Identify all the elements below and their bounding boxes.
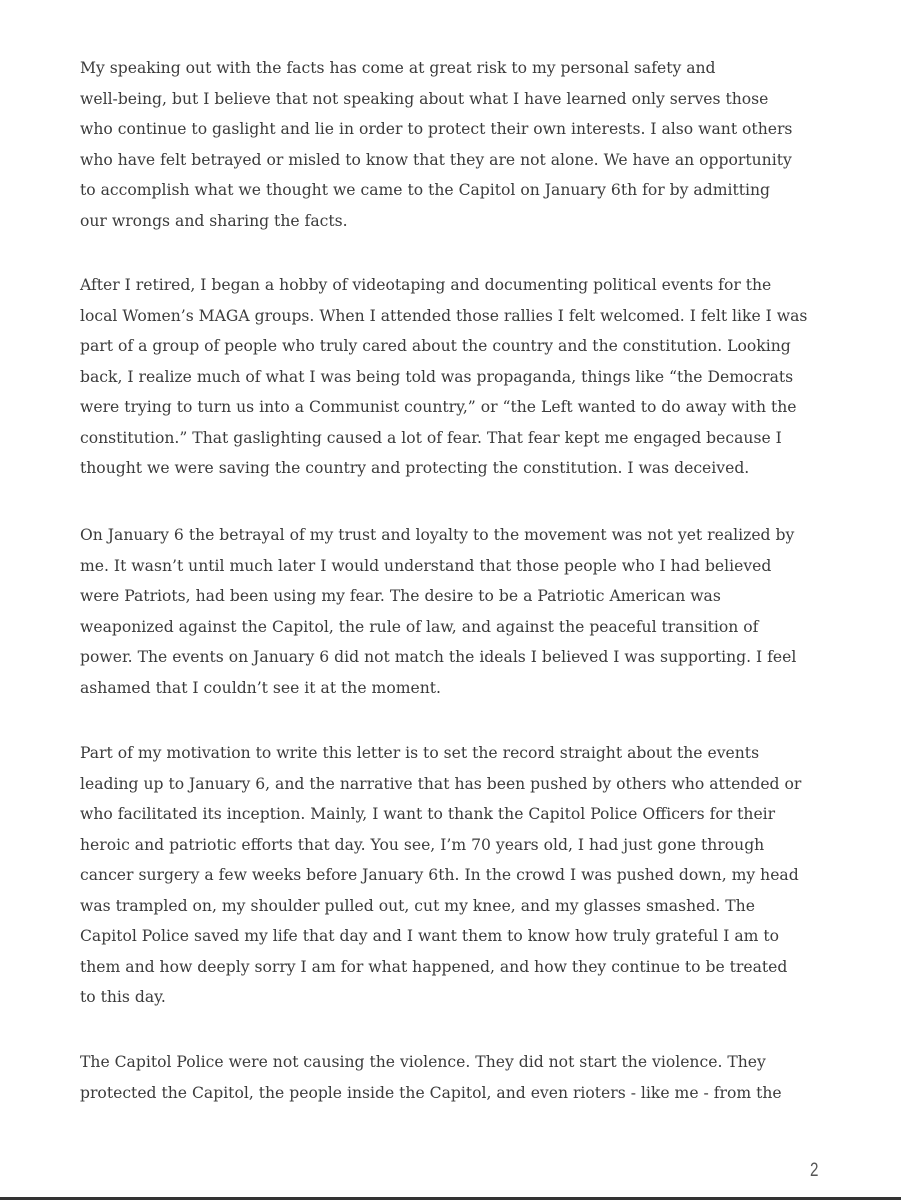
text-line: well-being, but I believe that not speaking about what I have learned only serves those bbox=[80, 89, 769, 108]
paragraph bbox=[80, 738, 801, 1013]
text-line: The Capitol Police were not causing the violence. They did not start the violence. They bbox=[80, 1053, 766, 1071]
text-line: who facilitated its inception. Mainly, I want to thank the Capitol Police Officers for their bbox=[80, 805, 776, 823]
text-line: was trampled on, my shoulder pulled out, cut my knee, and my glasses smashed. The bbox=[80, 896, 755, 915]
text-line: them and how deeply sorry I am for what happened, and how they continue to be treated bbox=[80, 957, 788, 976]
text-line: cancer surgery a few weeks before January 6th. In the crowd I was pushed down, my head bbox=[80, 866, 799, 884]
paragraph bbox=[80, 1047, 782, 1108]
text-line: were trying to turn us into a Communist country,” or “the Left wanted to do away with the bbox=[80, 398, 797, 416]
text-line: me. It wasn’t until much later I would understand that those people who I had believed bbox=[80, 556, 772, 575]
text-line: who continue to gaslight and lie in order to protect their own interests. I also want others bbox=[80, 120, 793, 138]
text-line: Capitol Police saved my life that day and I want them to know how truly grateful I am to bbox=[80, 927, 780, 945]
text-line: to accomplish what we thought we came to the Capitol on January 6th for by admitting bbox=[80, 181, 771, 199]
text-line: My speaking out with the facts has come at great risk to my personal safety and bbox=[80, 59, 716, 77]
text-line: to this day. bbox=[80, 988, 166, 1006]
text-line: thought we were saving the country and protecting the constitution. I was deceived. bbox=[80, 459, 750, 477]
paragraph bbox=[80, 53, 792, 236]
text-line: After I retired, I began a hobby of videotaping and documenting political events for the bbox=[80, 276, 772, 294]
paragraph bbox=[80, 270, 807, 484]
page-number: 2 bbox=[810, 1160, 819, 1181]
text-line: local Women’s MAGA groups. When I attended those rallies I felt welcomed. I felt like I was bbox=[80, 306, 808, 325]
text-line: were Patriots, had been using my fear. The desire to be a Patriotic American was bbox=[80, 587, 721, 605]
text-line: our wrongs and sharing the facts. bbox=[80, 211, 348, 230]
text-line: back, I realize much of what I was being told was propaganda, things like “the Democrats bbox=[80, 367, 794, 386]
text-line: On January 6 the betrayal of my trust and loyalty to the movement was not yet realized by bbox=[80, 526, 795, 544]
text-line: part of a group of people who truly cared about the country and the constitution. Looking bbox=[80, 337, 791, 355]
text-line: leading up to January 6, and the narrative that has been pushed by others who attended or bbox=[80, 774, 802, 793]
text-line: Part of my motivation to write this letter is to set the record straight about the events bbox=[80, 744, 760, 762]
text-line: weaponized against the Capitol, the rule of law, and against the peaceful transition of bbox=[80, 617, 759, 636]
text-line: constitution.” That gaslighting caused a lot of fear. That fear kept me engaged because I bbox=[80, 428, 782, 447]
text-line: heroic and patriotic efforts that day. You see, I’m 70 years old, I had just gone through bbox=[80, 835, 765, 854]
text-line: power. The events on January 6 did not match the ideals I believed I was supporting. I feel bbox=[80, 648, 797, 666]
text-line: who have felt betrayed or misled to know that they are not alone. We have an opportunity bbox=[80, 150, 792, 169]
paragraph bbox=[80, 520, 796, 703]
text-line: protected the Capitol, the people inside the Capitol, and even rioters - like me - from the bbox=[80, 1083, 782, 1102]
text-line: ashamed that I couldn’t see it at the moment. bbox=[80, 678, 441, 697]
